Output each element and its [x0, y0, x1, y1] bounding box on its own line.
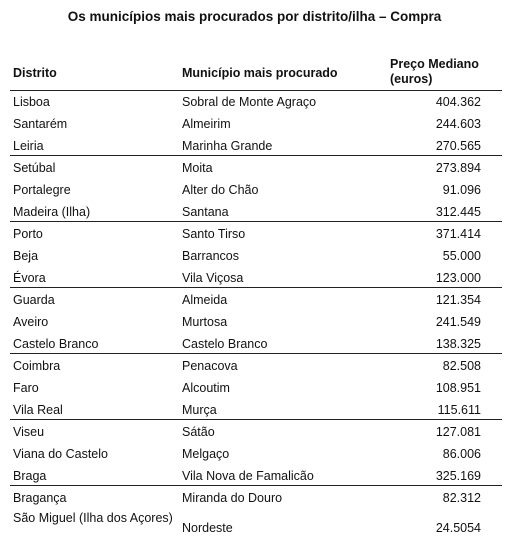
district-cell: Bragança	[13, 491, 67, 505]
price-cell: 273.894	[435, 161, 481, 175]
municipality-cell: Santo Tirso	[182, 227, 246, 241]
price-cell: 55.000	[442, 249, 481, 263]
group-divider	[10, 353, 502, 354]
price-cell: 115.611	[437, 403, 481, 417]
municipality-cell: Sobral de Monte Agraço	[182, 95, 317, 109]
price-cell: 91.096	[442, 183, 481, 197]
price-cell: 241.549	[435, 315, 481, 329]
district-cell: Leiria	[13, 139, 44, 153]
price-cell: 121.354	[435, 293, 481, 307]
district-cell: Viseu	[13, 425, 45, 439]
group-divider	[10, 419, 502, 420]
price-cell: 325.169	[435, 469, 481, 483]
district-cell: Viana do Castelo	[13, 447, 108, 461]
district-cell: Beja	[13, 249, 39, 263]
table-row	[0, 444, 509, 466]
municipality-cell: Alcoutim	[182, 381, 230, 395]
municipality-cell: Sátão	[182, 425, 215, 439]
table-row	[0, 312, 509, 334]
district-cell: Braga	[13, 469, 47, 483]
table-row	[0, 180, 509, 202]
district-cell: Santarém	[13, 117, 68, 131]
price-cell: 82.508	[442, 359, 481, 373]
table-row	[0, 378, 509, 400]
district-cell: Porto	[13, 227, 43, 241]
municipality-cell: Miranda do Douro	[182, 491, 283, 505]
table-row	[0, 422, 509, 444]
district-cell: Coimbra	[13, 359, 61, 373]
table-row	[0, 290, 509, 312]
table-row	[0, 246, 509, 268]
municipality-cell: Vila Nova de Famalicão	[182, 469, 314, 483]
municipality-cell: Almeirim	[182, 117, 231, 131]
price-cell: 244.603	[435, 117, 481, 131]
district-cell: Aveiro	[13, 315, 49, 329]
group-divider	[10, 155, 502, 156]
price-cell: 138.325	[435, 337, 481, 351]
price-cell: 24.5054	[435, 521, 481, 535]
municipality-cell: Almeida	[182, 293, 228, 307]
table-row	[0, 158, 509, 180]
district-cell: Faro	[13, 381, 39, 395]
municipality-cell: Castelo Branco	[182, 337, 268, 351]
municipality-cell: Melgaço	[182, 447, 230, 461]
municipality-cell: Barrancos	[182, 249, 239, 263]
header-divider	[10, 90, 502, 91]
municipality-cell: Murça	[182, 403, 217, 417]
district-cell: Setúbal	[13, 161, 56, 175]
table-row	[0, 114, 509, 136]
price-cell: 86.006	[442, 447, 481, 461]
header-municipality: Município mais procurado	[182, 66, 338, 80]
table-title: Os municípios mais procurados por distrito/ilha – Compra	[67, 9, 442, 24]
district-cell: Castelo Branco	[13, 337, 99, 351]
district-cell: Lisboa	[13, 95, 50, 109]
table-row	[0, 224, 509, 246]
table-row	[0, 92, 509, 114]
price-cell: 123.000	[435, 271, 481, 285]
municipality-cell: Vila Viçosa	[182, 271, 244, 285]
header-price: Preço Mediano (euros)	[390, 57, 479, 86]
table-row	[0, 356, 509, 378]
group-divider	[10, 485, 502, 486]
municipality-cell: Marinha Grande	[182, 139, 273, 153]
price-cell: 82.312	[442, 491, 481, 505]
district-cell: Madeira (Ilha)	[13, 205, 91, 219]
price-cell: 404.362	[435, 95, 481, 109]
price-cell: 108.951	[435, 381, 481, 395]
price-cell: 127.081	[435, 425, 481, 439]
group-divider	[10, 287, 502, 288]
municipality-cell: Alter do Chão	[182, 183, 259, 197]
table-row	[0, 511, 509, 536]
table-row	[0, 488, 509, 510]
district-cell: Évora	[13, 271, 46, 285]
group-divider	[10, 221, 502, 222]
price-cell: 270.565	[435, 139, 481, 153]
municipality-cell: Santana	[182, 205, 229, 219]
district-cell: São Miguel (Ilha dos Açores)	[13, 511, 173, 525]
district-cell: Portalegre	[13, 183, 71, 197]
municipality-cell: Moita	[182, 161, 213, 175]
municipality-cell: Murtosa	[182, 315, 228, 329]
district-cell: Vila Real	[13, 403, 63, 417]
district-cell: Guarda	[13, 293, 55, 307]
header-district: Distrito	[13, 66, 57, 80]
municipality-cell: Penacova	[182, 359, 238, 373]
municipality-cell: Nordeste	[182, 521, 233, 535]
price-cell: 371.414	[435, 227, 481, 241]
price-cell: 312.445	[435, 205, 481, 219]
